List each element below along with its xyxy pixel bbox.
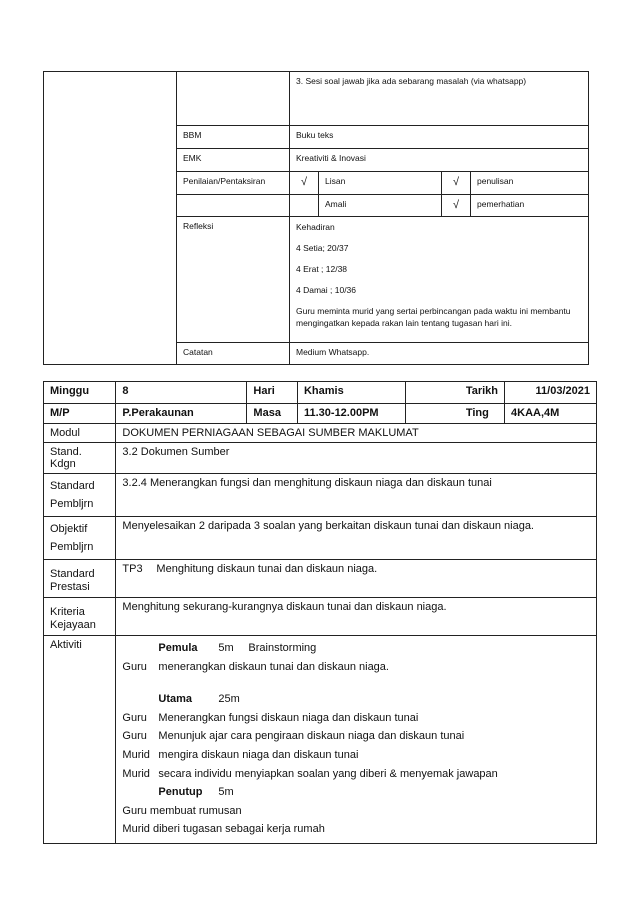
activity-text: secara individu menyiapkan soalan yang diberi & menyemak jawapan bbox=[158, 767, 498, 780]
minggu-label: Minggu bbox=[44, 382, 116, 404]
activity-row bbox=[122, 746, 590, 765]
hari-value: Khamis bbox=[297, 382, 405, 404]
activity-text: mengira diskaun niaga dan diskaun tunai bbox=[158, 748, 359, 761]
penutup-time: 5m bbox=[218, 786, 234, 799]
kriteria-value: Menghitung sekurang-kurangnya diskaun tunai dan diskaun niaga. bbox=[116, 598, 597, 636]
prestasi-value bbox=[116, 560, 597, 598]
tarikh-label: Tarikh bbox=[405, 382, 504, 404]
standard-value: 3.2.4 Menerangkan fungsi dan menghitung diskaun niaga dan diskaun tunai bbox=[116, 474, 597, 517]
prestasi-text: Menghitung diskaun tunai dan diskaun niaga. bbox=[156, 563, 378, 575]
empty-cell bbox=[290, 194, 319, 216]
activity-who: Guru bbox=[122, 660, 147, 673]
kriteria-label-line: Kejayaan bbox=[50, 619, 96, 631]
activity-row bbox=[122, 727, 590, 746]
prestasi-code: TP3 bbox=[122, 563, 143, 575]
standkdgn-value: 3.2 Dokumen Sumber bbox=[116, 443, 597, 474]
penutup-line: Guru membuat rumusan bbox=[122, 804, 242, 817]
lesson-plan-table bbox=[43, 381, 597, 844]
activity-who: Murid bbox=[122, 767, 150, 780]
kriteria-label bbox=[44, 598, 116, 636]
pemula-note: Brainstorming bbox=[248, 642, 317, 654]
check-icon: √ bbox=[300, 176, 308, 188]
emk-value: Kreativiti & Inovasi bbox=[290, 149, 589, 172]
penutup-line: Murid diberi tugasan sebagai kerja rumah bbox=[122, 823, 325, 836]
pemula-title: Pemula bbox=[158, 642, 198, 654]
ting-label: Ting bbox=[405, 404, 504, 424]
activity-who: Guru bbox=[122, 730, 147, 743]
kriteria-label-line: Kriteria bbox=[50, 606, 85, 618]
activity-text: Menunjuk ajar cara pengiraan diskaun niaga dan diskaun tunai bbox=[158, 730, 465, 743]
bbm-label: BBM bbox=[177, 126, 290, 149]
bbm-value: Buku teks bbox=[290, 126, 589, 149]
empty-cell bbox=[177, 194, 290, 217]
objektif-label-line: Objektif bbox=[50, 523, 88, 535]
check-icon: √ bbox=[442, 194, 471, 216]
emk-label: EMK bbox=[177, 149, 290, 172]
ting-value: 4KAA,4M bbox=[505, 404, 597, 424]
step3-text: 3. Sesi soal jawab jika ada sebarang masalah (via whatsapp) bbox=[296, 76, 527, 86]
pemula-time: 5m bbox=[218, 642, 234, 654]
refleksi-line: Guru meminta murid yang sertai perbincangan pada waktu ini membantu mengingatkan kepada rakan lain tentang tugasan hari ini. bbox=[296, 306, 571, 328]
activity-text: Menerangkan fungsi diskaun niaga dan diskaun tunai bbox=[158, 711, 419, 724]
activity-text: menerangkan diskaun tunai dan diskaun niaga. bbox=[158, 660, 389, 673]
tarikh-value: 11/03/2021 bbox=[505, 382, 597, 404]
prestasi-label bbox=[44, 560, 116, 598]
step3-cell bbox=[290, 72, 589, 126]
refleksi-label: Refleksi bbox=[177, 217, 290, 343]
aktiviti-value bbox=[116, 636, 597, 844]
standard-label-line: Standard bbox=[50, 480, 95, 492]
refleksi-value bbox=[290, 217, 589, 343]
utama-time: 25m bbox=[218, 693, 240, 706]
activity-who: Murid bbox=[122, 748, 150, 761]
masa-label: Masa bbox=[247, 404, 298, 424]
penilaian-item: pemerhatian bbox=[471, 194, 589, 216]
standard-label bbox=[44, 474, 116, 517]
mp-value: P.Perakaunan bbox=[116, 404, 247, 424]
penilaian-grid-cell bbox=[290, 172, 589, 217]
mp-label: M/P bbox=[44, 404, 116, 424]
utama-heading bbox=[122, 690, 590, 709]
empty-cell bbox=[177, 72, 290, 126]
activity-row bbox=[122, 658, 590, 677]
aktiviti-label: Aktiviti bbox=[44, 636, 116, 844]
catatan-value: Medium Whatsapp. bbox=[290, 343, 589, 365]
refleksi-line: Kehadiran bbox=[296, 222, 335, 232]
penilaian-item: Amali bbox=[319, 194, 442, 216]
top-lesson-table bbox=[43, 71, 589, 365]
prestasi-label-line: Prestasi bbox=[50, 581, 90, 593]
activity-row bbox=[122, 709, 590, 728]
refleksi-line: 4 Damai ; 10/36 bbox=[296, 285, 357, 295]
penutup-title: Penutup bbox=[158, 786, 203, 799]
pemula-heading bbox=[122, 639, 590, 658]
modul-label: Modul bbox=[44, 424, 116, 443]
check-icon: √ bbox=[442, 172, 471, 194]
penilaian-grid bbox=[290, 172, 588, 216]
standkdgn-label: Stand. Kdgn bbox=[44, 443, 116, 474]
minggu-value: 8 bbox=[116, 382, 247, 404]
refleksi-line: 4 Erat ; 12/38 bbox=[296, 264, 348, 274]
hari-label: Hari bbox=[247, 382, 298, 404]
masa-value: 11.30-12.00PM bbox=[297, 404, 405, 424]
objektif-value: Menyelesaikan 2 daripada 3 soalan yang berkaitan diskaun tunai dan diskaun niaga. bbox=[116, 517, 597, 560]
prestasi-label-line: Standard bbox=[50, 568, 95, 580]
catatan-label: Catatan bbox=[177, 343, 290, 365]
objektif-label-line: Pembljrn bbox=[50, 541, 94, 553]
standard-label-line: Pembljrn bbox=[50, 498, 94, 510]
penilaian-label: Penilaian/Pentaksiran bbox=[177, 172, 290, 195]
penilaian-item: Lisan bbox=[319, 172, 442, 194]
empty-left-cell bbox=[44, 72, 177, 365]
refleksi-line: 4 Setia; 20/37 bbox=[296, 243, 349, 253]
modul-value: DOKUMEN PERNIAGAAN SEBAGAI SUMBER MAKLUMAT bbox=[116, 424, 597, 443]
objektif-label bbox=[44, 517, 116, 560]
penutup-heading bbox=[122, 783, 590, 802]
penilaian-item: penulisan bbox=[471, 172, 589, 194]
activity-row bbox=[122, 765, 590, 784]
activity-who: Guru bbox=[122, 711, 147, 724]
utama-title: Utama bbox=[158, 693, 193, 706]
